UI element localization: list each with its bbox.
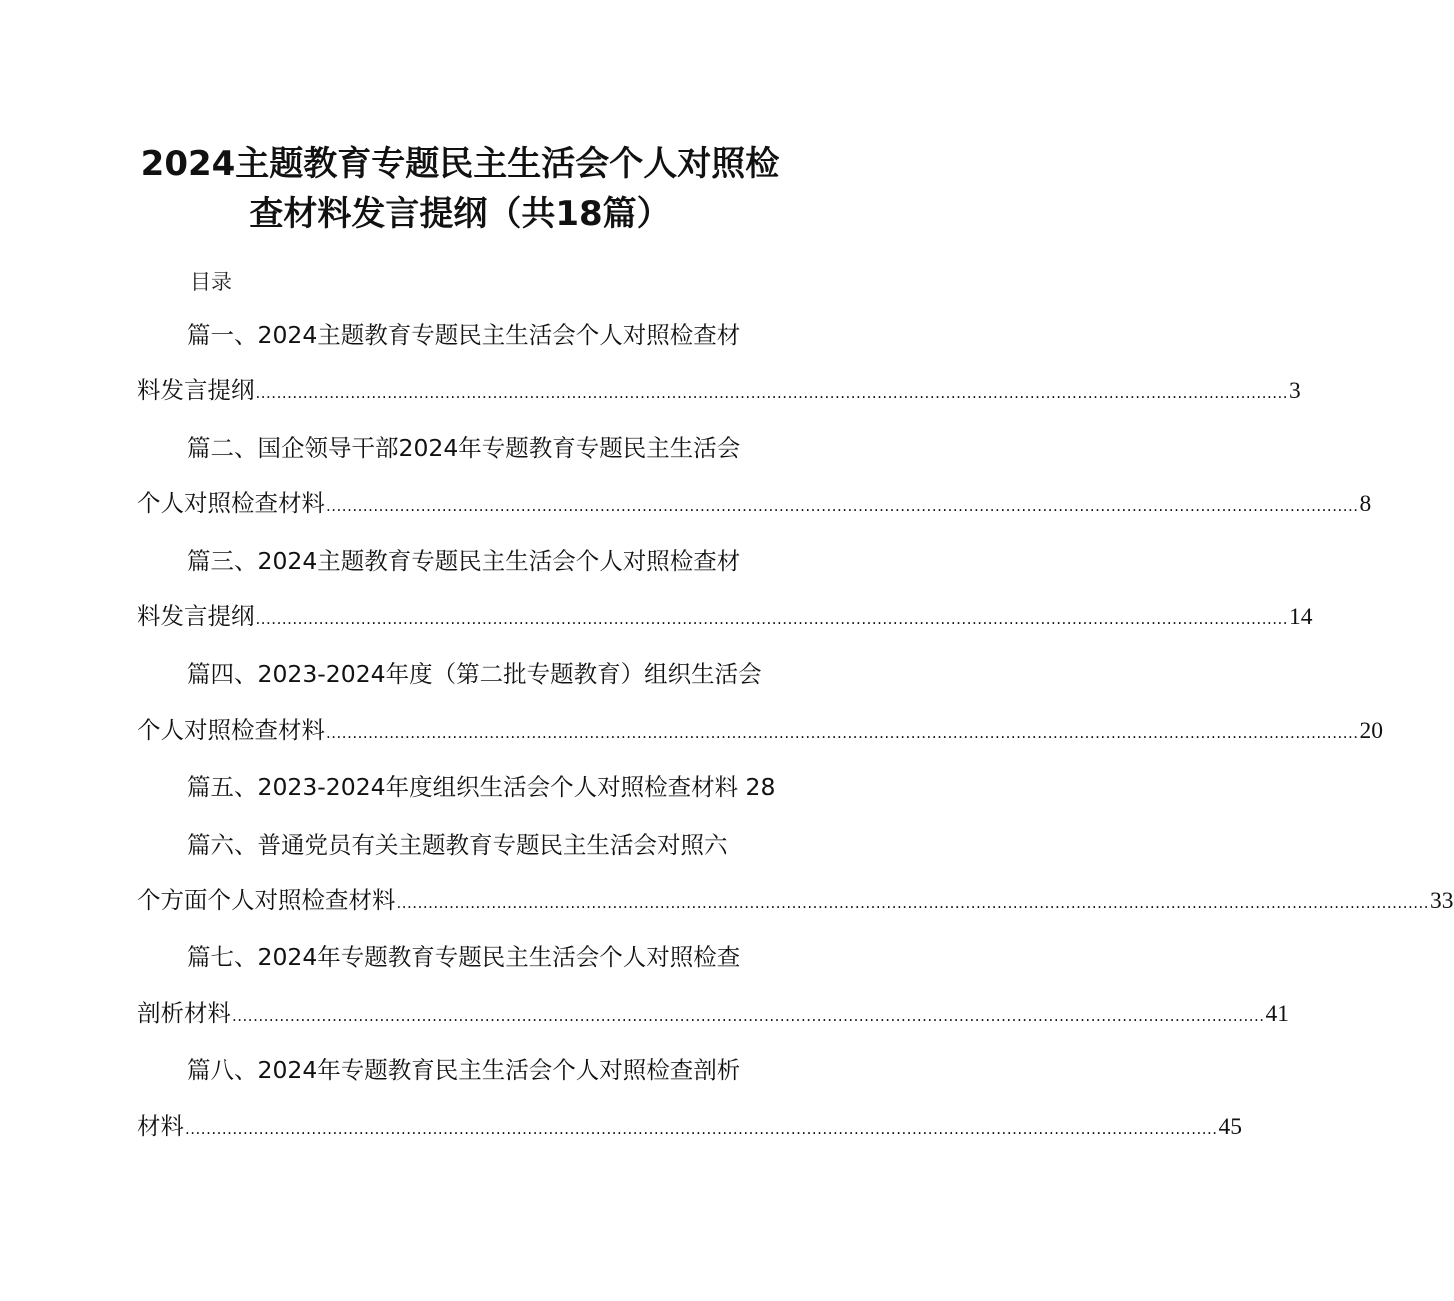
toc-entry-6-title[interactable]: 篇六、普通党员有关主题教育专题民主生活会对照六	[187, 831, 728, 859]
toc-entry-2-title[interactable]: 篇二、国企领导干部2024年专题教育专题民主生活会	[187, 434, 741, 462]
page-number: 41	[1265, 1001, 1290, 1027]
toc-entry-8-title[interactable]: 篇八、2024年专题教育民主生活会个人对照检查剖析	[187, 1056, 741, 1084]
toc-entry-7-continuation[interactable]	[137, 998, 1290, 1031]
page-number: 8	[1359, 491, 1372, 517]
document-title-line-2: 查材料发言提纲（共18篇）	[249, 194, 671, 234]
toc-entry-3-continuation[interactable]	[137, 601, 1313, 634]
toc-entry-text: 个方面个人对照检查材料	[137, 886, 396, 914]
page-number: 3	[1289, 378, 1301, 404]
toc-entry-3-title[interactable]: 篇三、2024主题教育专题民主生活会个人对照检查材	[187, 547, 741, 575]
leader-dots: ....................................................................................................................................................................................................	[326, 497, 1359, 515]
page-number: 33	[1430, 888, 1454, 914]
toc-entry-text: 剖析材料	[137, 999, 231, 1027]
toc-entry-4-title[interactable]: 篇四、2023-2024年度（第二批专题教育）组织生活会	[187, 660, 762, 688]
leader-dots: ....................................................................................................................................................................................................	[255, 384, 1289, 402]
leader-dots: ....................................................................................................................................................................................................	[185, 1120, 1218, 1138]
toc-heading: 目录	[190, 270, 232, 294]
leader-dots: ....................................................................................................................................................................................................	[255, 610, 1289, 628]
toc-entry-text: 料发言提纲	[137, 376, 255, 404]
toc-entry-7-title[interactable]: 篇七、2024年专题教育专题民主生活会个人对照检查	[187, 943, 741, 971]
toc-entry-text: 材料	[137, 1112, 184, 1140]
page-number: 45	[1218, 1114, 1243, 1140]
page-number: 14	[1289, 604, 1313, 630]
page-number: 20	[1359, 718, 1384, 744]
toc-entry-text: 个人对照检查材料	[137, 716, 325, 744]
toc-entry-text: 料发言提纲	[137, 602, 255, 630]
toc-entry-4-continuation[interactable]	[137, 715, 1384, 748]
toc-entry-5-title[interactable]: 篇五、2023-2024年度组织生活会个人对照检查材料 28	[187, 773, 776, 801]
leader-dots: ....................................................................................................................................................................................................	[326, 724, 1359, 742]
leader-dots: ....................................................................................................................................................................................................	[232, 1007, 1265, 1025]
toc-entry-2-continuation[interactable]	[137, 488, 1372, 521]
toc-entry-text: 个人对照检查材料	[137, 489, 325, 517]
toc-entry-1-title[interactable]: 篇一、2024主题教育专题民主生活会个人对照检查材	[187, 321, 741, 349]
document-title-line-1: 2024主题教育专题民主生活会个人对照检	[140, 144, 780, 184]
toc-entry-6-continuation[interactable]	[137, 885, 1454, 918]
leader-dots: ....................................................................................................................................................................................................	[396, 894, 1430, 912]
toc-entry-1-continuation[interactable]	[137, 375, 1301, 408]
toc-entry-8-continuation[interactable]	[137, 1111, 1243, 1144]
